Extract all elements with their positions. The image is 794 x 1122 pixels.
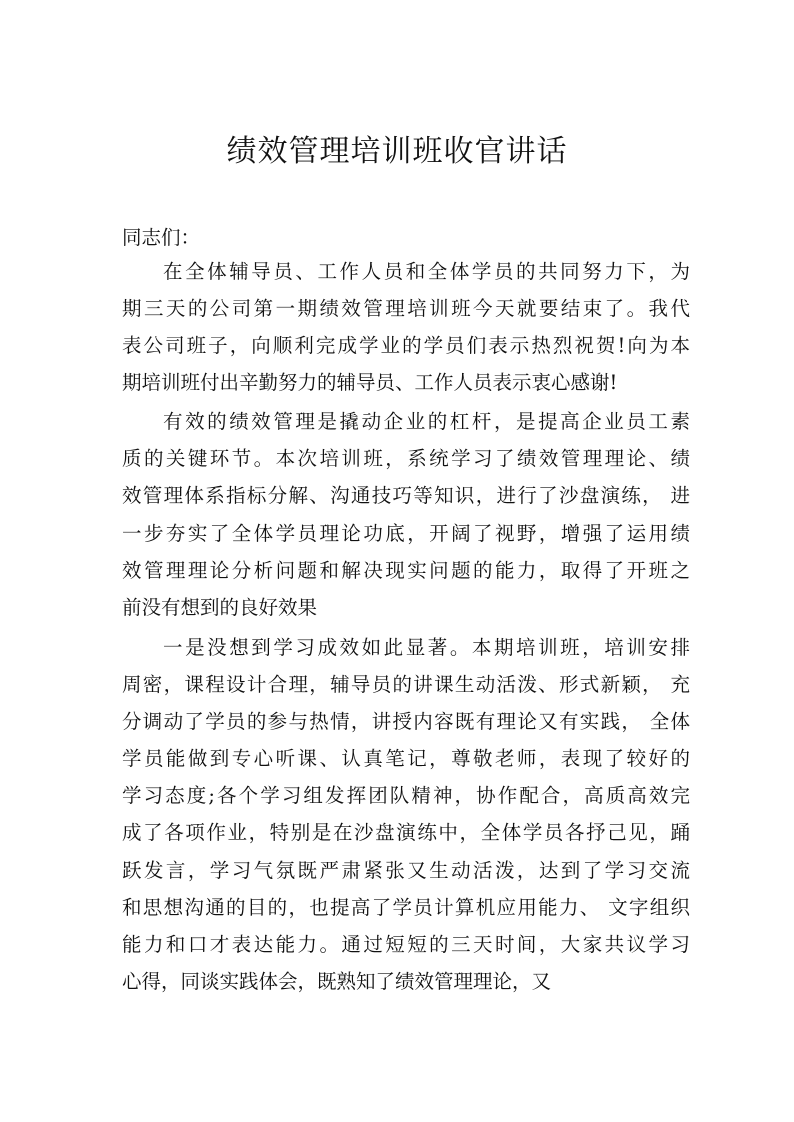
paragraph-1-line-2: 期三天的公司第一期绩效管理培训班今天就要结束了。我代: [122, 297, 690, 320]
paragraph-3-line-3: 分调动了学员的参与热情，讲授内容既有理论又有实践， 全体: [122, 710, 690, 733]
paragraph-3-line-1: 一是没想到学习成效如此显著。本期培训班，培训安排: [163, 636, 690, 659]
paragraph-3-line-10: 心得，同谈实践体会，既熟知了绩效管理理论，又: [122, 970, 552, 993]
paragraph-1-line-4: 期培训班付出辛勤努力的辅导员、工作人员表示衷心感谢!: [122, 371, 618, 394]
paragraph-2-line-5: 效管理理论分析问题和解决现实问题的能力，取得了开班之: [122, 559, 690, 582]
paragraph-1-line-1: 在全体辅导员、工作人员和全体学员的共同努力下，为: [163, 260, 690, 283]
paragraph-2-line-1: 有效的绩效管理是撬动企业的杠杆，是提高企业员工素: [163, 410, 690, 433]
paragraph-3-line-9: 能力和口才表达能力。通过短短的三天时间，大家共议学习: [122, 933, 690, 956]
paragraph-3-line-6: 成了各项作业，特别是在沙盘演练中，全体学员各抒己见，踊: [122, 821, 690, 844]
paragraph-1-line-3: 表公司班子，向顺利完成学业的学员们表示热烈祝贺!向为本: [122, 334, 690, 357]
paragraph-2-line-6: 前没有想到的良好效果: [122, 596, 318, 619]
paragraph-3-line-5: 学习态度;各个学习组发挥团队精神，协作配合，高质高效完: [122, 784, 690, 807]
paragraph-3-line-8: 和思想沟通的目的，也提高了学员计算机应用能力、 文字组织: [122, 896, 690, 919]
paragraph-3-line-2: 周密，课程设计合理，辅导员的讲课生动活泼、形式新颖， 充: [122, 673, 690, 696]
paragraph-2-line-2: 质的关键环节。本次培训班，系统学习了绩效管理理论、绩: [122, 447, 690, 470]
document-title: 绩效管理培训班收官讲话: [226, 134, 568, 169]
paragraph-3-line-7: 跃发言，学习气氛既严肃紧张又生动活泼，达到了学习交流: [122, 859, 690, 882]
paragraph-2-line-3: 效管理体系指标分解、沟通技巧等知识，进行了沙盘演练， 进: [122, 484, 690, 507]
paragraph-3-line-4: 学员能做到专心听课、认真笔记，尊敬老师，表现了较好的: [122, 747, 690, 770]
greeting-line: 同志们：: [122, 226, 201, 249]
paragraph-2-line-4: 一步夯实了全体学员理论功底，开阔了视野，增强了运用绩: [122, 522, 690, 545]
